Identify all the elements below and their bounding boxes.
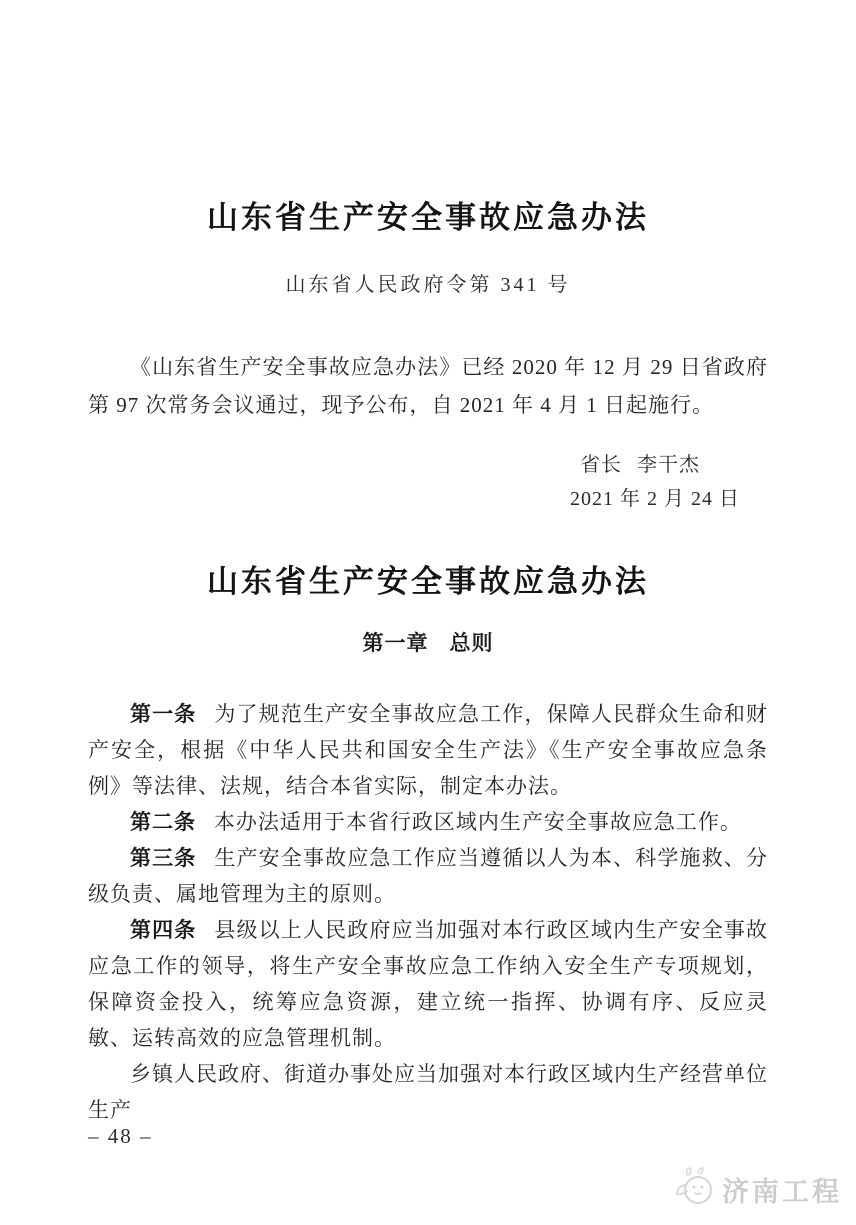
article-text-1: 为了规范生产安全事故应急工作，保障人民群众生命和财产安全，根据《中华人民共和国安全生产法》《生产安全事故应急条例》等法律、法规，结合本省实际，制定本办法。: [88, 702, 769, 798]
signature-date: 2021 年 2 月 24 日: [570, 488, 740, 510]
article-text-4: 县级以上人民政府应当加强对本行政区域内生产安全事故应急工作的领导，将生产安全事故应急工作纳入安全生产专项规划，保障资金投入，统筹应急资源，建立统一指挥、协调有序、反应灵敏、运转高效的应急管理机制。: [88, 918, 769, 1050]
article-label-3: 第三条: [130, 846, 197, 870]
article-label-4: 第四条: [130, 918, 197, 942]
article-paragraph-4: [88, 912, 768, 1056]
document-title: 山东省生产安全事故应急办法: [207, 200, 649, 235]
article-paragraph-1: [88, 696, 768, 804]
continuation-paragraph: 乡镇人民政府、街道办事处应当加强对本行政区域内生产经营单位生产: [88, 1062, 768, 1122]
watermark-text: 济南工程: [722, 1177, 842, 1207]
page-number: – 48 –: [88, 1124, 153, 1148]
decree-preamble: 《山东省生产安全事故应急办法》已经 2020 年 12 月 29 日省政府第 97 次常务会议通过，现予公布，自 2021 年 4 月 1 日起施行。: [88, 355, 768, 417]
chapter-name: 总则: [449, 631, 494, 655]
article-label-2: 第二条: [130, 810, 196, 834]
article-text-3: 生产安全事故应急工作应当遵循以人为本、科学施救、分级负责、属地管理为主的原则。: [88, 846, 769, 906]
article-paragraph-2: [88, 804, 768, 840]
articles-section: [88, 696, 768, 1128]
decree-number: 山东省人民政府令第 341 号: [285, 274, 571, 296]
chapter-number: 第一章: [362, 631, 429, 655]
body-title: 山东省生产安全事故应急办法: [207, 564, 649, 599]
article-paragraph-3: [88, 840, 768, 912]
chapter-heading: [88, 626, 768, 660]
article-label-1: 第一条: [130, 702, 197, 726]
signer-name: 李干杰: [637, 454, 700, 476]
publisher-logo-icon: [673, 1165, 717, 1214]
document-content: [0, 196, 856, 1128]
article-text-2: 本办法适用于本省行政区域内生产安全事故应急工作。: [213, 810, 742, 834]
signature-line: [88, 448, 768, 482]
watermark: [673, 1165, 842, 1214]
signer-title: 省长: [580, 454, 622, 476]
